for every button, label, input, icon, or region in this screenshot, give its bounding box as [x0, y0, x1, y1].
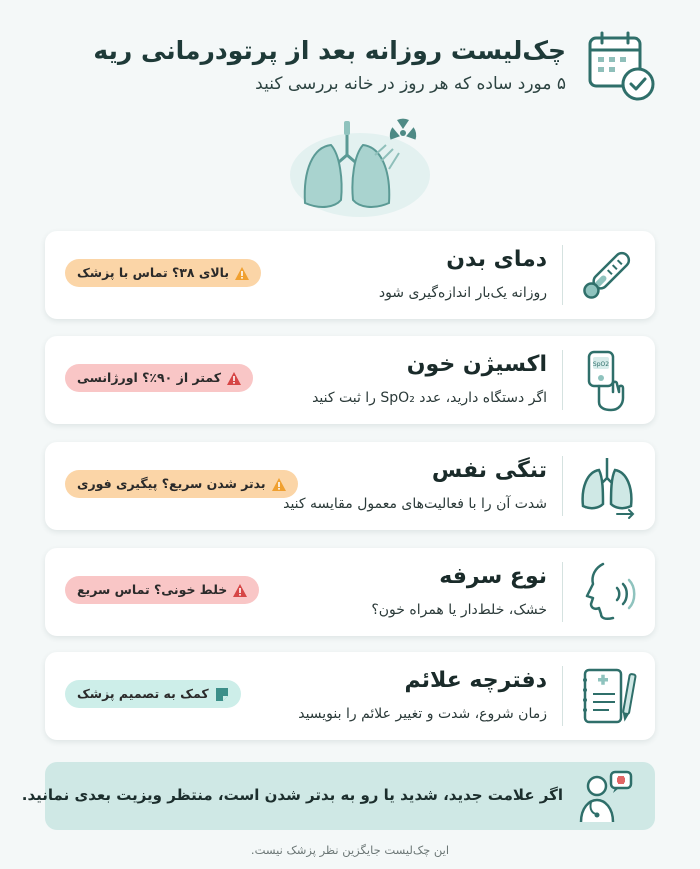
- item-description: شدت آن را با فعالیت‌های معمول مقایسه کنید: [283, 496, 547, 512]
- item-description: خشک، خلط‌دار یا همراه خون؟: [371, 602, 547, 618]
- checklist-item-shortness-of-breath: [45, 442, 655, 530]
- badge-label: کمتر از ۹۰٪؟ اورژانسی: [77, 370, 222, 385]
- badge-label: کمک به تصمیم پزشک: [77, 686, 209, 701]
- warning-icon: [227, 372, 241, 385]
- doctor-phone-icon: [575, 768, 633, 824]
- pulse-oximeter-icon: [573, 346, 641, 414]
- thermometer-icon: [573, 241, 641, 309]
- badge-label: بدتر شدن سریع؟ پیگیری فوری: [77, 476, 266, 491]
- warning-icon: [272, 478, 286, 491]
- svg-text:SpO2: SpO2: [592, 361, 610, 368]
- item-description: زمان شروع، شدت و تغییر علائم را بنویسید: [298, 706, 547, 722]
- checklist-item-symptom-diary: [45, 652, 655, 740]
- badge-label: خلط خونی؟ تماس سریع: [77, 582, 228, 597]
- warning-badge: [65, 576, 259, 604]
- warning-icon: [235, 267, 249, 280]
- lungs-icon: [573, 452, 641, 520]
- item-title: تنگی نفس: [431, 458, 547, 483]
- lungs-radiation-illustration: [285, 115, 435, 220]
- disclaimer: این چک‌لیست جایگزین نظر پزشک نیست.: [250, 843, 450, 857]
- checklist-item-blood-oxygen: [45, 336, 655, 424]
- warning-badge: [65, 470, 298, 498]
- item-title: دمای بدن: [446, 247, 547, 272]
- item-title: دفترچه علائم: [404, 668, 547, 693]
- page-subtitle: ۵ مورد ساده که هر روز در خانه بررسی کنید: [255, 74, 566, 94]
- warning-badge: [65, 364, 253, 392]
- urgent-advice-text: اگر علامت جدید، شدید یا رو به بدتر شدن است، منتظر ویزیت بعدی نمانید.: [21, 786, 563, 804]
- checklist-item-cough-type: [45, 548, 655, 636]
- item-title: اکسیژن خون: [406, 352, 547, 377]
- warning-badge: [65, 259, 261, 287]
- item-title: نوع سرفه: [439, 564, 547, 589]
- item-description: اگر دستگاه دارید، عدد SpO₂ را ثبت کنید: [312, 390, 547, 406]
- calendar-check-icon: [582, 28, 660, 106]
- item-description: روزانه یک‌بار اندازه‌گیری شود: [378, 285, 547, 301]
- header: [40, 28, 660, 108]
- radiation-icon: [387, 119, 419, 140]
- cough-icon: [573, 558, 641, 626]
- info-badge: [65, 680, 241, 708]
- page-title: چک‌لیست روزانه بعد از پرتودرمانی ریه: [93, 36, 566, 65]
- warning-icon: [233, 584, 247, 597]
- notebook-icon: [573, 662, 641, 730]
- urgent-advice-banner: [21, 762, 655, 830]
- badge-label: بالای ۳۸؟ تماس با پزشک: [77, 265, 230, 280]
- note-icon: [215, 688, 229, 701]
- checklist-item-body-temperature: [45, 231, 655, 319]
